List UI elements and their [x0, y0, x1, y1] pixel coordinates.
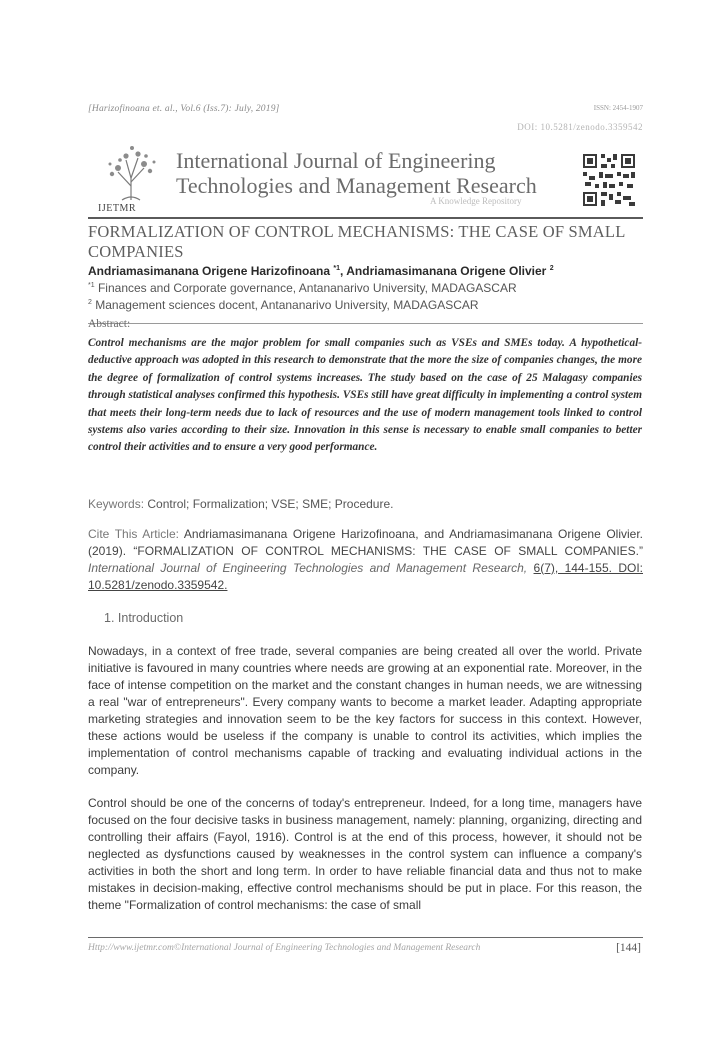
running-head: [Harizofinoana et. al., Vol.6 (Iss.7): July, 2019]	[88, 104, 280, 114]
author-2: Andriamasimanana Origene Olivier	[346, 264, 547, 278]
abstract-text: Control mechanisms are the major problem for small companies such as VSEs and SMEs today. A hypothetical-deductive approach was adopted in this research to demonstrate that the more the size of companies changes, the more the degree of formalization of control systems increases. The study based on the case of 25 Malagasy companies through statistical analyses confirmed this hypothesis. VSEs still have great difficulty in implementing a control system that meets their long-term needs due to lack of resources and the use of modern management tools linked to control systems also varies according to their size. Innovation in this sense is necessary to enable small companies to better control their activities and to ensure a very good performance.	[88, 337, 642, 454]
citation-text: Andriamasimanana Origene Harizofinoana, and Andriamasimanana Origene Olivier. (2019). “FORMALIZATION OF CONTROL MECHANISMS: THE CASE OF SMALL COMPANIES.”	[88, 527, 644, 558]
citation-label: Cite This Article:	[88, 527, 179, 541]
affiliation-2	[88, 298, 479, 312]
section-heading-introduction: 1. Introduction	[104, 611, 184, 625]
page-number: [144]	[616, 942, 641, 954]
body-paragraph-1: Nowadays, in a context of free trade, several companies are being created all over the world. Private initiative is favoured in many countries where needs are growing at an exponential rate. Moreover, in the face of intense competition on the market and the constant changes in human needs, we are witnessing a real "war of entrepreneurs". Every company wants to become a market leader. Adapting appropriate marketing strategies and innovation seem to be the key factors for success in this context. However, these actions would be useless if the company is unable to control its activities, which implies the implementation of control mechanisms capable of tracking and evaluating individual actions in the company.	[88, 644, 642, 777]
citation-doi: 6(7), 144-155. DOI: 10.5281/zenodo.3359542.	[88, 561, 643, 592]
citation-block	[88, 526, 643, 594]
affiliation-2-text: Management sciences docent, Antananarivo University, MADAGASCAR	[95, 298, 479, 312]
keywords	[88, 497, 393, 511]
keywords-text: Control; Formalization; VSE; SME; Procedure.	[147, 497, 394, 511]
doi-header: DOI: 10.5281/zenodo.3359542	[517, 122, 643, 132]
keywords-label: Keywords:	[88, 497, 145, 511]
citation-journal: International Journal of Engineering Technologies and Management Research,	[88, 561, 528, 575]
paper-title: FORMALIZATION OF CONTROL MECHANISMS: THE CASE OF SMALL COMPANIES	[88, 222, 625, 261]
author-line	[88, 264, 554, 278]
issn-label: ISSN: 2454-1907	[593, 104, 643, 112]
affiliation-1-text: Finances and Corporate governance, Antananarivo University, MADAGASCAR	[97, 281, 517, 295]
header-divider	[88, 217, 643, 219]
author-1: Andriamasimanana Origene Harizofinoana	[88, 264, 331, 278]
author-separator: ,	[340, 264, 347, 278]
journal-title: International Journal of Engineering Technologies and Management Research	[176, 148, 537, 198]
footer-url: Http://www.ijetmr.com©International Journal of Engineering Technologies and Management Research	[88, 943, 481, 953]
logo-wordmark: IJETMR	[98, 203, 136, 214]
repository-tagline: A Knowledge Repository	[430, 196, 522, 206]
affiliation-divider	[88, 323, 643, 324]
author-2-mark: 2	[549, 265, 554, 272]
affiliation-1-mark: *1	[88, 282, 95, 289]
author-1-mark: *1	[333, 265, 341, 272]
footer-divider	[88, 937, 643, 938]
affiliation-1	[88, 281, 517, 295]
body-paragraph-2: Control should be one of the concerns of today's entrepreneur. Indeed, for a long time, managers have focused on the four decisive tasks in business management, namely: planning, organizing, directing and controlling their affairs (Fayol, 1916). Control is at the end of this process, however, it should not be neglected as dysfunctions caused by weaknesses in the control system can influence a company's activities in both the short and long term. In order to have reliable financial data and thus not to make mistakes in decision-making, effective control mechanisms should be put in place. For this reason, the theme "Formalization of control mechanisms: the case of small	[88, 796, 642, 912]
abstract-label: Abstract:	[88, 318, 131, 330]
affiliation-2-mark: 2	[88, 299, 92, 306]
qr-code-icon	[581, 152, 637, 208]
